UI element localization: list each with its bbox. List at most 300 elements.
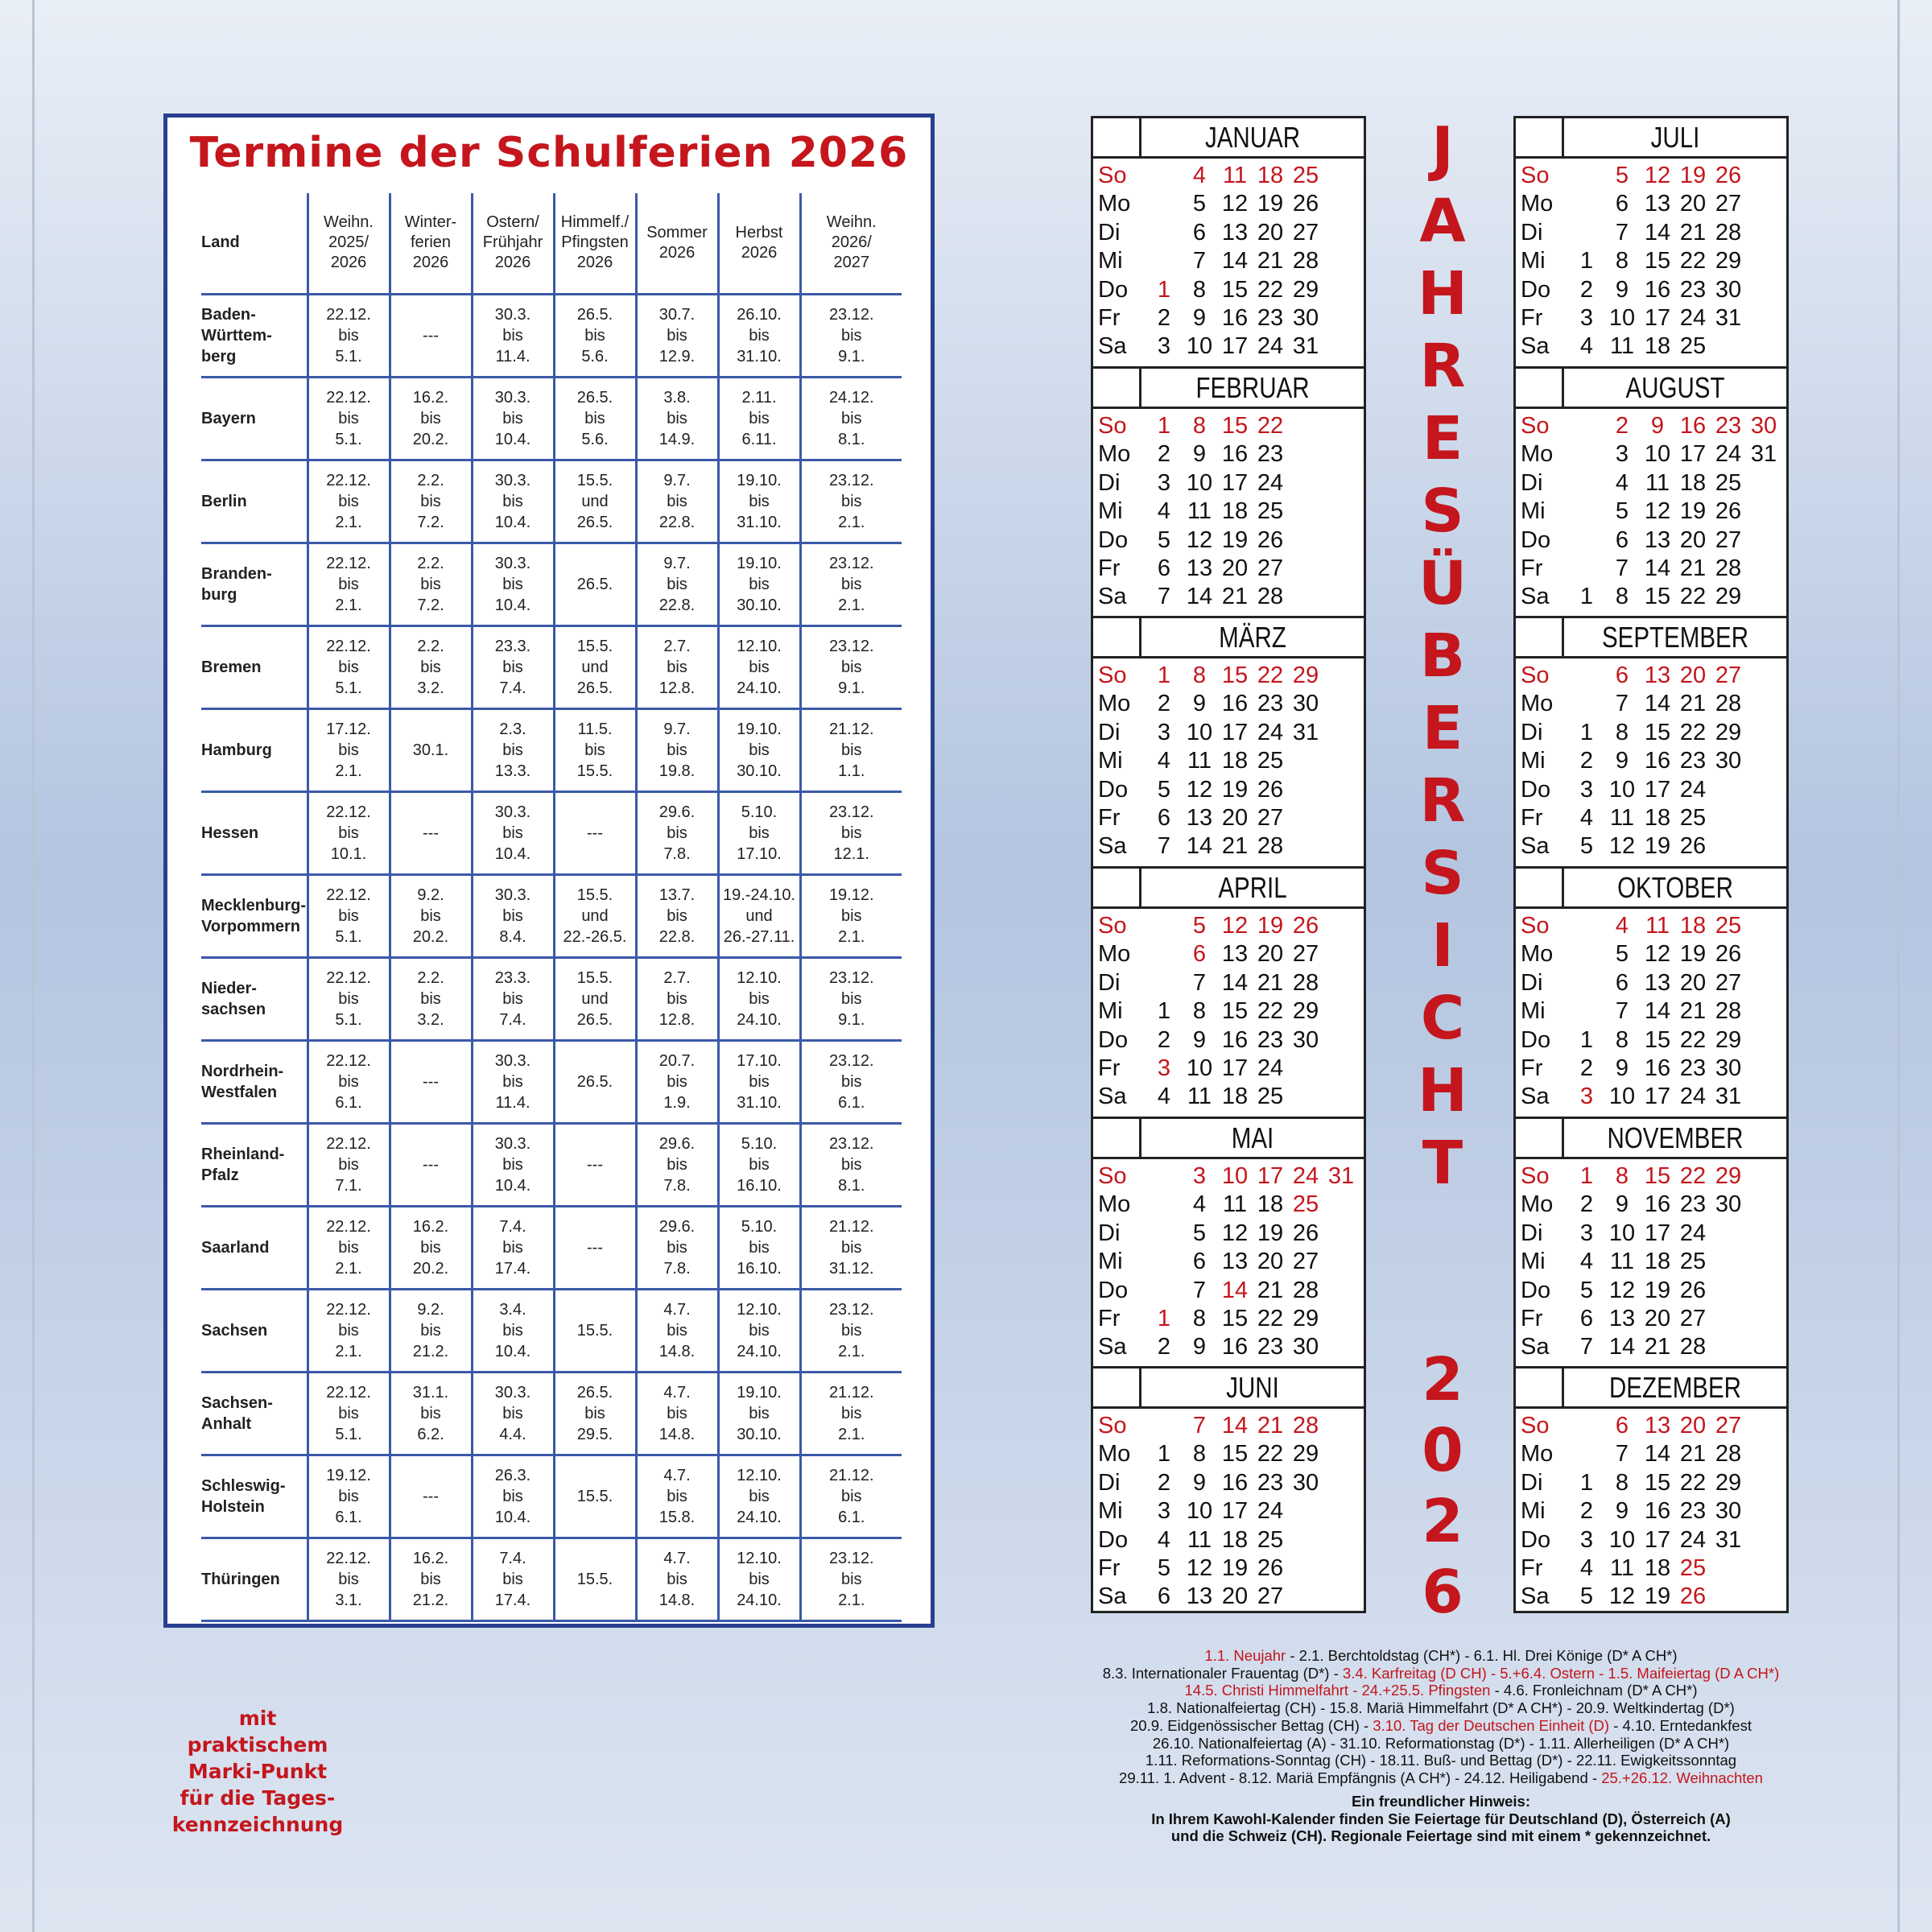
holiday-date: 23.3. (494, 968, 531, 987)
holiday-date: --- (423, 824, 439, 842)
holiday-cell (554, 874, 636, 957)
day-cell: 12 (1221, 191, 1249, 217)
day-cell: 20 (1221, 555, 1249, 581)
land-name: burg (201, 585, 237, 604)
marki-punkt-note (141, 1705, 374, 1838)
holiday-date: bis (584, 326, 605, 345)
table-row (201, 1455, 902, 1538)
month-block (1513, 116, 1789, 369)
column-header-text: Land (201, 233, 240, 252)
table-row (201, 1040, 902, 1123)
column-header (308, 193, 390, 294)
title-letter: I (1431, 911, 1454, 980)
day-cell (1746, 162, 1781, 190)
day-cell: 4 (1615, 913, 1629, 939)
holiday-date: bis (749, 1321, 770, 1340)
weekday-label: Di (1521, 1220, 1543, 1246)
day-cell: 17 (1221, 719, 1249, 745)
day-cell (1288, 526, 1323, 555)
day-cell: 18 (1644, 1554, 1671, 1581)
day-cell: 22 (1257, 998, 1284, 1025)
holiday-date: bis (749, 1238, 770, 1257)
day-cell: 3 (1579, 304, 1594, 331)
holiday-cell (308, 791, 390, 874)
holiday-date: 3.2. (417, 679, 444, 697)
day-cell: 8 (1615, 584, 1629, 610)
holiday-cell (472, 708, 554, 791)
day-cell: 8 (1615, 1026, 1629, 1053)
day-cell: 12 (1186, 526, 1213, 553)
holiday-date: bis (338, 326, 359, 345)
day-cell (1323, 219, 1359, 247)
month-header-spacer (1516, 1119, 1564, 1157)
holiday-date: bis (338, 1072, 359, 1091)
holiday-date: und (581, 906, 609, 925)
weekday-label: So (1098, 163, 1127, 188)
holiday-date: 29.5. (576, 1425, 613, 1443)
day-cell (1146, 219, 1182, 247)
day-cell: 18 (1644, 333, 1671, 360)
title-letter: E (1422, 694, 1463, 763)
holiday-date: 21.2. (412, 1591, 449, 1609)
day-cell (1746, 304, 1781, 332)
month-name: DEZEMBER (1608, 1371, 1742, 1404)
holiday-date: 31.10. (737, 347, 782, 365)
day-cell: 4 (1192, 163, 1207, 188)
weekday-label: Mi (1521, 998, 1546, 1025)
day-cell: 3 (1579, 1220, 1594, 1246)
day-cell (1288, 1497, 1323, 1525)
day-cell: 9 (1650, 413, 1665, 439)
holiday-date: bis (502, 1321, 523, 1340)
column-header-text: Weihn. (324, 213, 374, 232)
holiday-date: 14.9. (658, 430, 696, 448)
weekday-label: Mo (1098, 1441, 1131, 1468)
day-cell (1323, 412, 1359, 440)
month-header (1516, 618, 1786, 658)
holiday-date: bis (338, 906, 359, 925)
month-block (1091, 866, 1366, 1119)
day-cell: 1 (1579, 248, 1594, 275)
day-cell: 29 (1292, 663, 1319, 688)
day-cell: 7 (1157, 833, 1171, 860)
day-cell (1323, 1440, 1359, 1468)
day-cell (1323, 1026, 1359, 1055)
day-cell: 4 (1192, 1191, 1207, 1218)
holiday-cell (308, 1289, 390, 1372)
holiday-cell (472, 1455, 554, 1538)
day-cell: 15 (1221, 998, 1249, 1025)
holiday-cell (800, 1206, 902, 1289)
holiday-date: 16.2. (412, 388, 449, 407)
holiday-cell (718, 543, 800, 625)
day-cell: 15 (1644, 1163, 1671, 1189)
weekday-label: Sa (1098, 1583, 1127, 1610)
column-header (201, 193, 308, 294)
holiday-date: bis (667, 1155, 687, 1174)
day-cell: 13 (1644, 1413, 1671, 1439)
holiday-date: bis (338, 1404, 359, 1422)
day-cell: 30 (1715, 276, 1742, 303)
land-name: Vorpommern (201, 917, 300, 935)
holiday-cell (472, 294, 554, 377)
land-name: Schleswig- (201, 1476, 286, 1495)
day-cell: 25 (1715, 913, 1742, 939)
day-cell: 27 (1715, 969, 1742, 996)
column-header-text: 2026 (576, 254, 613, 272)
holiday-line (1079, 1769, 1803, 1787)
weekday-label: Do (1098, 526, 1129, 553)
day-cell (1288, 1554, 1323, 1583)
title-letter: R (1419, 332, 1466, 401)
day-cell (1569, 526, 1604, 555)
holiday-date: 11.5. (577, 720, 613, 738)
day-cell (1569, 690, 1604, 718)
holiday-line (1079, 1735, 1803, 1752)
weekday-label: Mo (1521, 691, 1554, 717)
day-cell: 27 (1257, 1583, 1284, 1610)
day-cell: 21 (1257, 1413, 1284, 1439)
day-cell (1146, 1277, 1182, 1305)
day-cell: 16 (1644, 276, 1671, 303)
holiday-date: 5.1. (335, 1425, 362, 1443)
day-cell: 10 (1608, 1084, 1636, 1110)
holiday-cell (718, 377, 800, 460)
weekday-label: Sa (1521, 1334, 1550, 1360)
holiday-cell (472, 791, 554, 874)
day-cell: 24 (1257, 333, 1284, 360)
day-cell: 17 (1221, 333, 1249, 360)
holiday-date: 5.1. (335, 347, 362, 365)
month-header-spacer (1093, 369, 1141, 407)
holiday-date: 10.4. (494, 596, 531, 614)
holiday-date: 26.5. (576, 1072, 613, 1091)
holiday-date: 12.10. (737, 1549, 782, 1567)
holiday-date: 5.1. (335, 430, 362, 448)
holiday-cell (800, 460, 902, 543)
day-cell: 4 (1579, 1249, 1594, 1275)
day-cell: 12 (1221, 913, 1249, 939)
holiday-date: 30.3. (494, 388, 531, 407)
day-cell: 29 (1292, 998, 1319, 1025)
weekday-label: So (1521, 1163, 1550, 1189)
day-cell: 31 (1292, 333, 1319, 360)
day-cell (1323, 1583, 1359, 1611)
weekday-label: Di (1098, 219, 1121, 246)
day-cell: 13 (1221, 219, 1249, 246)
column-header-text: 2027 (833, 254, 869, 272)
day-cell: 19 (1221, 1554, 1249, 1581)
column-header-text: 2026 (658, 243, 696, 262)
holiday-date: 22.12. (326, 1383, 371, 1402)
holiday-date: 20.2. (412, 927, 449, 946)
weekday-label: So (1098, 913, 1127, 939)
holiday-date: bis (667, 741, 687, 759)
regional-holiday-text: - 4.10. Erntedankfest (1609, 1716, 1752, 1734)
day-cell: 9 (1615, 276, 1629, 303)
day-cell: 7 (1157, 584, 1171, 610)
day-cell (1746, 1055, 1781, 1083)
day-cell (1746, 469, 1781, 497)
holiday-cell (800, 1455, 902, 1538)
day-cell: 17 (1221, 469, 1249, 496)
land-cell (201, 1372, 308, 1455)
day-cell: 27 (1292, 941, 1319, 968)
holiday-line (1079, 1699, 1803, 1717)
holiday-date: bis (338, 1238, 359, 1257)
day-cell: 20 (1644, 1305, 1671, 1331)
month-name: JULI (1650, 121, 1700, 154)
holiday-line (1079, 1682, 1803, 1699)
month-name: SEPTEMBER (1601, 621, 1749, 654)
day-cell: 16 (1644, 1498, 1671, 1525)
holiday-date: bis (420, 409, 441, 427)
day-cell: 2 (1157, 1026, 1171, 1053)
column-header (554, 193, 636, 294)
holiday-cell (636, 708, 718, 791)
holiday-date: bis (840, 575, 862, 593)
day-cell: 15 (1644, 248, 1671, 275)
holiday-date: 7.2. (417, 596, 444, 614)
holiday-date: 30.10. (737, 1425, 782, 1443)
weekday-label: Di (1521, 469, 1543, 496)
holiday-cell (554, 1206, 636, 1289)
day-cell (1711, 776, 1746, 804)
holiday-date: 9.1. (838, 679, 865, 697)
day-cell: 19 (1679, 941, 1707, 968)
holiday-date: bis (338, 741, 359, 759)
weekday-label: Mo (1521, 1191, 1554, 1218)
holiday-date: 2.1. (838, 513, 865, 531)
day-cell: 12 (1644, 941, 1671, 968)
holiday-date: 22.12. (326, 886, 371, 904)
column-header-text: Himmelf./ (560, 213, 630, 232)
holiday-date: bis (749, 989, 770, 1008)
day-cell: 28 (1292, 248, 1319, 275)
holiday-cell (800, 874, 902, 957)
day-cell: 14 (1644, 998, 1671, 1025)
holiday-date: --- (587, 1238, 603, 1257)
holiday-date: 26.5. (576, 305, 613, 324)
day-cell (1746, 1162, 1781, 1191)
day-cell (1711, 1305, 1746, 1333)
land-name: Anhalt (201, 1414, 252, 1433)
day-cell: 20 (1679, 526, 1707, 553)
holiday-date: 2.1. (335, 596, 362, 614)
day-cell: 29 (1715, 1026, 1742, 1053)
holiday-date: bis (667, 989, 687, 1008)
day-cell (1323, 969, 1359, 997)
day-cell: 19 (1644, 1277, 1671, 1303)
holiday-cell (800, 1538, 902, 1620)
day-cell: 23 (1257, 1469, 1284, 1496)
day-cell: 18 (1644, 1249, 1671, 1275)
holiday-date: --- (423, 326, 439, 345)
holiday-date: 2.7. (663, 637, 691, 655)
day-cell: 30 (1715, 1055, 1742, 1081)
day-cell: 11 (1609, 804, 1635, 831)
day-cell: 6 (1192, 1249, 1207, 1275)
land-cell (201, 708, 308, 791)
day-cell: 1 (1579, 1026, 1594, 1053)
month-header-spacer (1093, 618, 1141, 656)
weekday-label: Fr (1521, 1305, 1543, 1331)
table-row (201, 1538, 902, 1620)
holiday-date: bis (420, 1238, 441, 1257)
year-vertical-title (1410, 1344, 1475, 1628)
holiday-cell (472, 1123, 554, 1206)
day-cell (1746, 997, 1781, 1026)
holiday-cell (636, 460, 718, 543)
day-cell (1746, 1333, 1781, 1361)
day-cell (1569, 1440, 1604, 1468)
holiday-cell (554, 708, 636, 791)
column-header-text: Pfingsten (561, 233, 629, 252)
holiday-date: 26.5. (576, 575, 613, 593)
day-cell (1746, 555, 1781, 583)
table-row (201, 708, 902, 791)
holiday-date: 17.10. (737, 1051, 782, 1070)
day-cell (1711, 1554, 1746, 1583)
weekday-label: Do (1521, 276, 1551, 303)
day-cell: 19 (1644, 833, 1671, 860)
month-header (1093, 118, 1364, 159)
day-cell: 3 (1157, 719, 1171, 745)
column-header-text: ferien (410, 233, 452, 252)
month-header-spacer (1516, 618, 1564, 656)
day-cell: 26 (1292, 191, 1319, 217)
day-cell: 25 (1292, 1191, 1319, 1218)
holiday-cell (390, 874, 472, 957)
day-cell: 12 (1644, 163, 1671, 188)
day-cell: 9 (1192, 1334, 1207, 1360)
day-cell (1323, 469, 1359, 497)
holiday-date: 2.2. (417, 968, 444, 987)
day-cell: 19 (1257, 191, 1284, 217)
holiday-date: 23.12. (828, 637, 874, 655)
holiday-cell (800, 1040, 902, 1123)
holiday-date: bis (667, 492, 687, 510)
day-cell (1146, 1248, 1182, 1276)
title-letter: B (1419, 621, 1466, 691)
day-cell (1323, 940, 1359, 968)
day-cell (1288, 747, 1323, 775)
weekday-label: Fr (1098, 1055, 1121, 1081)
day-cell (1323, 497, 1359, 526)
holiday-date: 30.1. (412, 741, 449, 759)
month-name: MAI (1231, 1121, 1274, 1154)
holiday-date: 2.1. (838, 927, 865, 946)
holiday-date: bis (840, 1155, 862, 1174)
day-cell (1746, 1554, 1781, 1583)
holiday-line (1079, 1647, 1803, 1665)
day-cell (1746, 1248, 1781, 1276)
holiday-cell (390, 1206, 472, 1289)
day-cell: 5 (1579, 1583, 1594, 1610)
table-row (201, 377, 902, 460)
holiday-date: bis (667, 1238, 687, 1257)
day-cell: 18 (1257, 163, 1284, 188)
holiday-date: bis (667, 906, 687, 925)
holiday-cell (308, 1455, 390, 1538)
regional-holiday-text: 26.10. Nationalfeiertag (A) - 31.10. Reformationstag (D*) - 1.11. Allerheiligen (D* A CH*) (1152, 1734, 1730, 1752)
holiday-date: 2.1. (335, 1342, 362, 1360)
day-cell (1146, 190, 1182, 218)
day-cell: 7 (1579, 1334, 1594, 1360)
weekday-label: Fr (1521, 555, 1543, 581)
day-cell: 17 (1644, 304, 1671, 331)
day-cell (1569, 1412, 1604, 1440)
weekday-label: Mi (1098, 1249, 1123, 1275)
holiday-note-line: und die Schweiz (CH). Regionale Feiertage sind mit einem * gekennzeichnet. (1170, 1827, 1711, 1845)
day-cell: 5 (1157, 1554, 1171, 1581)
day-cell: 14 (1221, 248, 1249, 275)
day-cell (1746, 276, 1781, 304)
holiday-date: --- (423, 1487, 439, 1505)
holiday-date: 15.5. (576, 886, 613, 904)
holiday-date: 31.10. (737, 513, 782, 531)
day-cell (1746, 912, 1781, 940)
holiday-date: bis (584, 1404, 605, 1422)
holiday-cell (636, 377, 718, 460)
weekday-label: So (1098, 1163, 1127, 1189)
regional-holiday-text: 1.8. Nationalfeiertag (CH) - 15.8. Mariä Himmelfahrt (D* A CH*) - 20.9. Weltkindertag (D*) (1147, 1699, 1735, 1717)
day-cell: 29 (1715, 584, 1742, 610)
holiday-date: bis (420, 658, 441, 676)
holiday-date: bis (338, 1570, 359, 1588)
holiday-date: 4.7. (663, 1466, 691, 1484)
day-cell (1569, 555, 1604, 583)
table-row (201, 791, 902, 874)
day-cell: 22 (1679, 248, 1707, 275)
holiday-date: 30.10. (737, 762, 782, 780)
land-cell (201, 460, 308, 543)
holiday-date: 1.9. (663, 1093, 691, 1112)
holiday-date: 19.10. (737, 720, 782, 738)
holiday-date: bis (502, 906, 523, 925)
weekday-label: Mi (1521, 498, 1546, 525)
regional-holiday-text: 29.11. 1. Advent - 8.12. Mariä Empfängnis (A CH*) - 24.12. Heiligabend - (1119, 1769, 1602, 1786)
day-cell: 17 (1679, 441, 1707, 468)
weekday-label: Sa (1521, 584, 1550, 610)
holiday-date: bis (667, 658, 687, 676)
holiday-date: 2.1. (335, 1259, 362, 1278)
column-header-text: Sommer (646, 223, 708, 242)
day-cell: 6 (1579, 1305, 1594, 1331)
holiday-date: 14.8. (658, 1591, 696, 1609)
day-cell: 31 (1292, 719, 1319, 745)
holiday-date: bis (749, 741, 770, 759)
holiday-date: bis (338, 575, 359, 593)
day-cell: 10 (1644, 441, 1671, 468)
day-cell: 8 (1192, 663, 1207, 688)
day-cell: 22 (1257, 413, 1284, 439)
day-cell: 20 (1257, 219, 1284, 246)
day-cell: 11 (1222, 1191, 1248, 1218)
day-cell: 12 (1186, 1554, 1213, 1581)
column-header-text: Winter- (404, 213, 457, 232)
day-cell: 10 (1186, 719, 1213, 745)
day-cell: 20 (1679, 663, 1707, 688)
day-cell: 9 (1615, 1498, 1629, 1525)
day-cell: 14 (1644, 1441, 1671, 1468)
day-cell: 23 (1679, 276, 1707, 303)
land-name: Thüringen (201, 1570, 280, 1588)
day-cell: 28 (1715, 1441, 1742, 1468)
day-cell: 29 (1715, 248, 1742, 275)
month-header (1516, 1119, 1786, 1159)
day-cell: 6 (1157, 1583, 1171, 1610)
